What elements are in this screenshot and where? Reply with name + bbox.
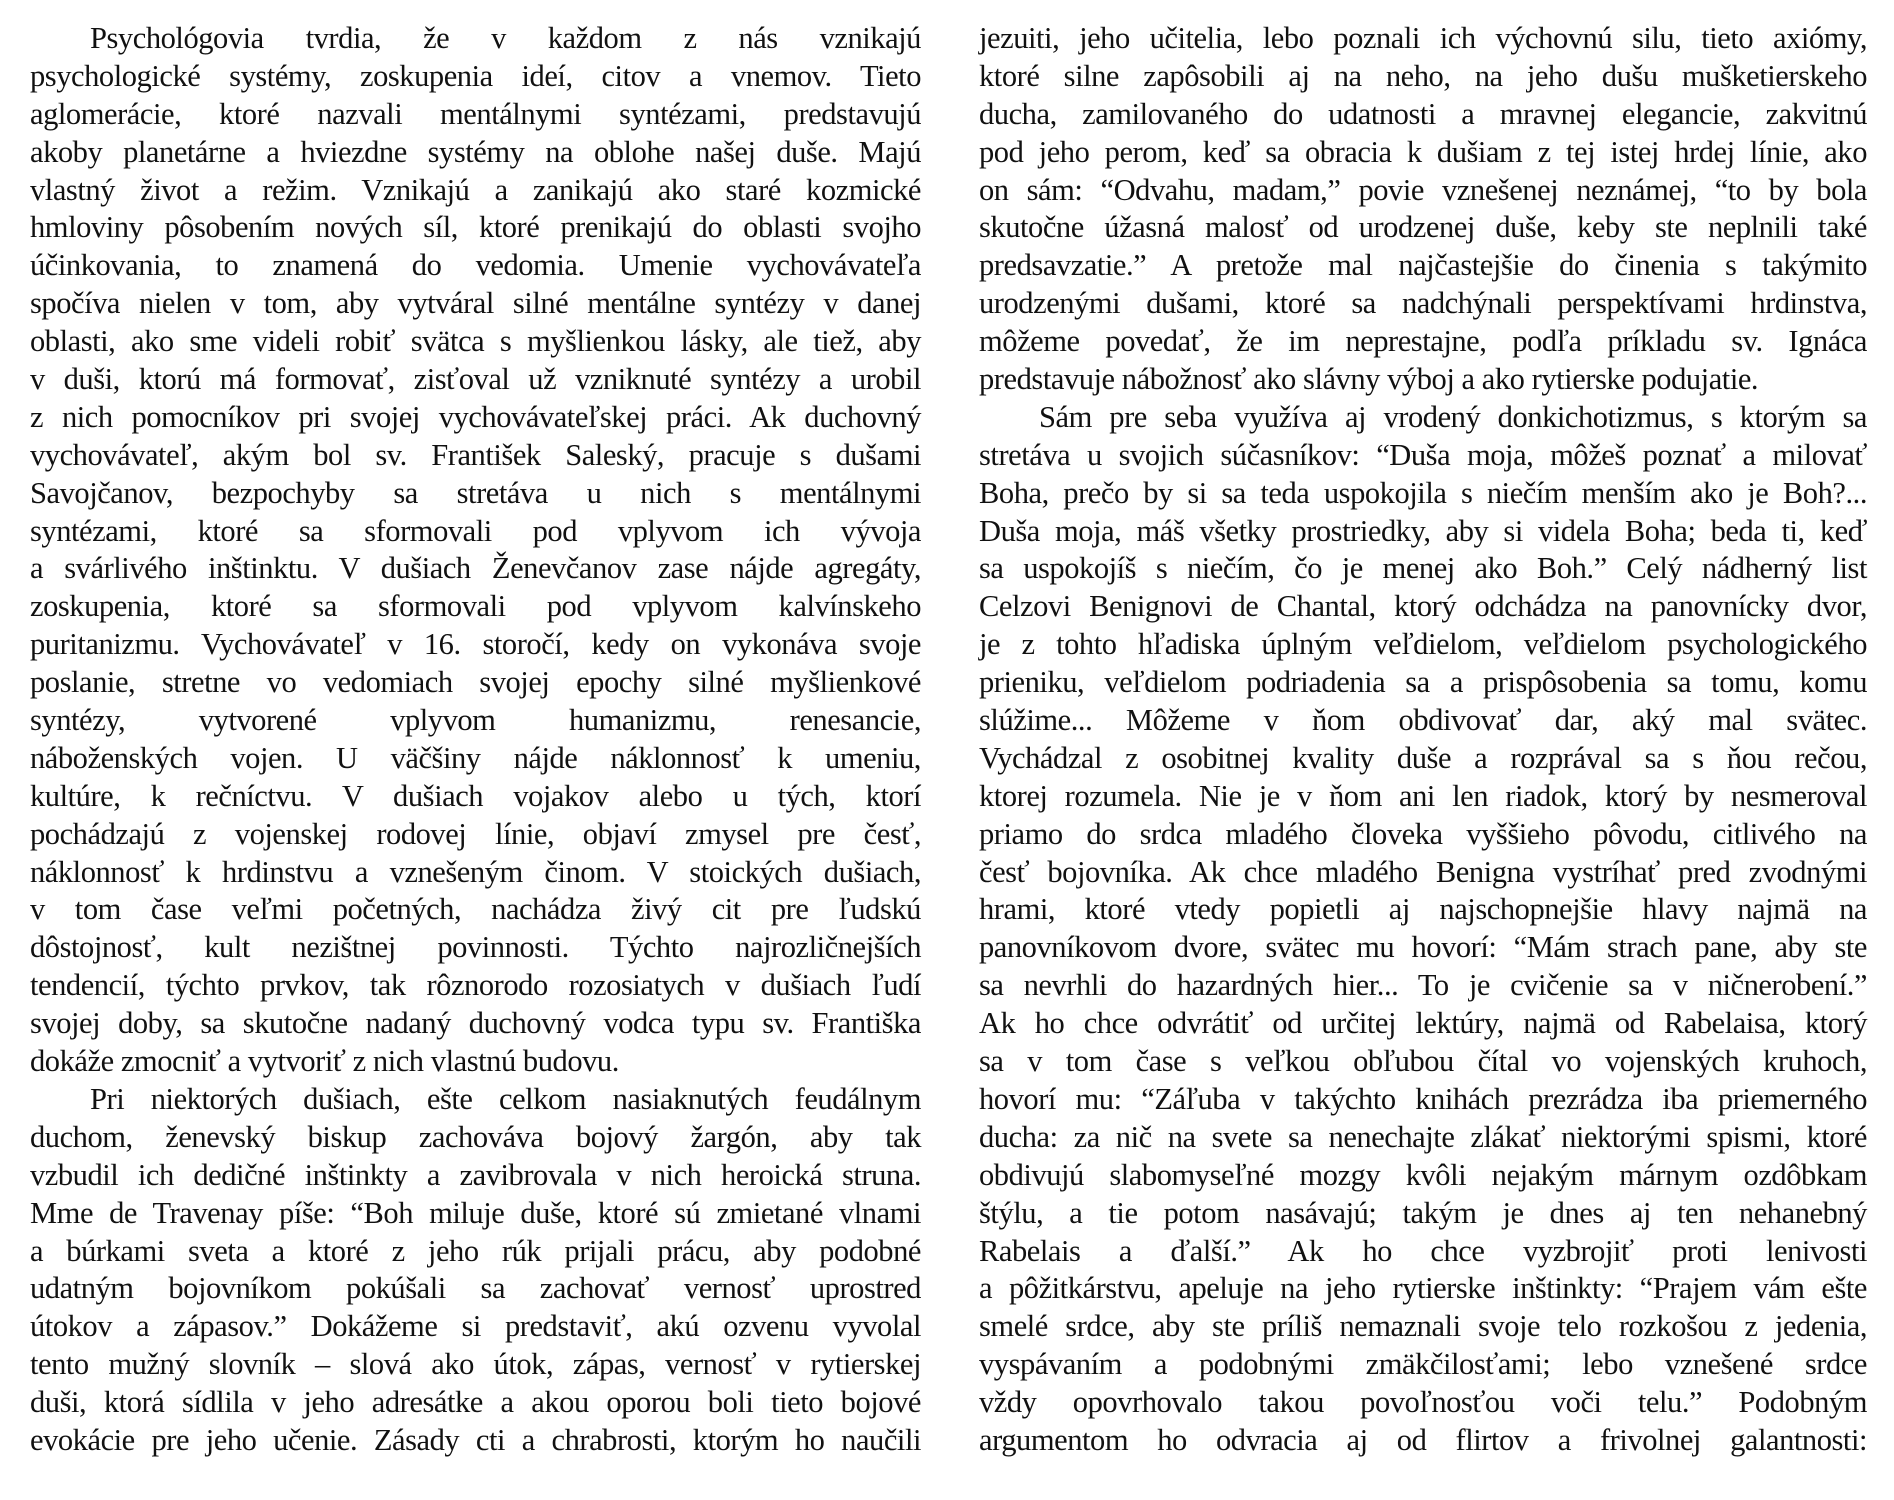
text-line: dokáže zmocniť a vytvoriť z nich vlastnú budovu.	[30, 1044, 619, 1079]
text-line: tento mužný slovník – slová ako útok, zápas, vernosť v rytierskej	[30, 1347, 921, 1382]
text-line: kultúre, k rečníctvu. V dušiach vojakov alebo u tých, ktorí	[30, 778, 921, 813]
text-line: účinkovania, to znamená do vedomia. Umenie vychovávateľa	[30, 248, 921, 283]
text-line: Celzovi Benignovi de Chantal, ktorý odchádza na panovnícky dvor,	[979, 589, 1867, 624]
text-line: akoby planetárne a hviezdne systémy na oblohe našej duše. Majú	[30, 134, 921, 169]
text-line: ducha, zamilovaného do udatnosti a mravnej elegancie, zakvitnú	[979, 96, 1867, 131]
text-line: náboženských vojen. U väčšiny nájde náklonnosť k umeniu,	[30, 740, 921, 775]
text-line: Pri niektorých dušiach, ešte celkom nasiaknutých feudálnym	[90, 1081, 921, 1116]
text-line: obdivujú slabomyseľné mozgy kvôli nejakým márnym ozdôbkam	[979, 1157, 1867, 1192]
text-line: a svárlivého inštinktu. V dušiach Ženevčanov zase nájde agregáty,	[30, 551, 921, 586]
text-line: argumentom ho odvracia aj od flirtov a frivolnej galantnosti:	[979, 1422, 1867, 1457]
text-line: vychovávateľ, akým bol sv. František Saleský, pracuje s dušami	[30, 437, 921, 472]
text-line: v tom čase veľmi početných, nachádza živý cit pre ľudskú	[30, 892, 921, 927]
text-line: Sám pre seba využíva aj vrodený donkichotizmus, s ktorým sa	[1039, 399, 1867, 434]
text-line: slúžime... Môžeme v ňom obdivovať dar, aký mal svätec.	[979, 703, 1867, 738]
text-line: je z tohto hľadiska úplným veľdielom, veľdielom psychologického	[979, 627, 1867, 662]
text-line: Ak ho chce odvrátiť od určitej lektúry, najmä od Rabelaisa, ktorý	[979, 1006, 1867, 1041]
text-line: ktoré silne zapôsobili aj na neho, na jeho dušu mušketierskeho	[979, 58, 1867, 93]
text-line: evokácie pre jeho učenie. Zásady cti a chrabrosti, ktorým ho naučili	[30, 1422, 921, 1457]
text-line: pod jeho perom, keď sa obracia k dušiam z tej istej hrdej línie, ako	[979, 134, 1867, 169]
text-line: tendencií, týchto prvkov, tak rôznorodo rozosiatych v dušiach ľudí	[30, 968, 921, 1003]
text-line: pochádzajú z vojenskej rodovej línie, objaví zmysel pre česť,	[30, 816, 921, 851]
text-line: puritanizmu. Vychovávateľ v 16. storočí, kedy on vykonáva svoje	[30, 627, 921, 662]
text-line: aglomerácie, ktoré nazvali mentálnymi syntézami, predstavujú	[30, 96, 921, 131]
text-line: smelé srdce, aby ste príliš nemaznali svoje telo rozkošou z jedenia,	[979, 1309, 1867, 1344]
text-line: a pôžitkárstvu, apeluje na jeho rytierske inštinkty: “Prajem vám ešte	[979, 1271, 1867, 1306]
text-line: Duša moja, máš všetky prostriedky, aby si videla Boha; beda ti, keď	[979, 513, 1867, 548]
text-line: spočíva nielen v tom, aby vytváral silné mentálne syntézy v danej	[30, 286, 921, 321]
text-line: zoskupenia, ktoré sa sformovali pod vplyvom kalvínskeho	[30, 589, 921, 624]
text-line: ktorej rozumela. Nie je v ňom ani len riadok, ktorý by nesmeroval	[979, 778, 1867, 813]
text-line: duchom, ženevský biskup zachováva bojový žargón, aby tak	[30, 1119, 921, 1154]
text-line: svojej doby, sa skutočne nadaný duchovný vodca typu sv. Františka	[30, 1006, 921, 1041]
text-line: Psychológovia tvrdia, že v každom z nás vznikajú	[90, 21, 921, 55]
text-line: v duši, ktorú má formovať, zisťoval už vzniknuté syntézy a urobil	[30, 362, 921, 397]
text-line: priamo do srdca mladého človeka vyššieho pôvodu, citlivého na	[979, 816, 1867, 851]
text-line: štýlu, a tie potom nasávajú; takým je dnes aj ten nehanebný	[979, 1195, 1867, 1230]
text-line: predstavuje nábožnosť ako slávny výboj a ako rytierske podujatie.	[979, 362, 1759, 397]
right-text-column	[979, 20, 1867, 1460]
text-line: Rabelais a ďalší.” Ak ho chce vyzbrojiť proti lenivosti	[979, 1233, 1867, 1268]
text-line: poslanie, stretne vo vedomiach svojej epochy silné myšlienkové	[30, 665, 921, 700]
text-line: psychologické systémy, zoskupenia ideí, citov a vnemov. Tieto	[30, 58, 921, 93]
text-line: dôstojnosť, kult nezištnej povinnosti. Týchto najrozličnejších	[30, 930, 921, 965]
text-line: stretáva u svojich súčasníkov: “Duša moja, môžeš poznať a milovať	[979, 437, 1867, 472]
text-line: sa v tom čase s veľkou obľubou čítal vo vojenských kruhoch,	[979, 1044, 1867, 1079]
text-line: skutočne úžasná malosť od urodzenej duše, keby ste neplnili také	[979, 210, 1867, 245]
text-line: z nich pomocníkov pri svojej vychovávateľskej práci. Ak duchovný	[30, 399, 921, 434]
text-line: náklonnosť k hrdinstvu a vznešeným činom. V stoických dušiach,	[30, 854, 921, 889]
text-line: sa uspokojíš s niečím, čo je menej ako Boh.” Celý nádherný list	[979, 551, 1867, 586]
text-line: hrami, ktoré vtedy popietli aj najschopnejšie hlavy najmä na	[979, 892, 1867, 927]
text-line: sa nevrhli do hazardných hier... To je cvičenie sa v ničnerobení.”	[979, 968, 1867, 1003]
text-line: syntézy, vytvorené vplyvom humanizmu, renesancie,	[30, 703, 921, 738]
text-line: Vychádzal z osobitnej kvality duše a rozprával sa s ňou rečou,	[979, 740, 1867, 775]
text-line: môžeme povedať, že im neprestajne, podľa príkladu sv. Ignáca	[979, 324, 1867, 359]
text-line: prieniku, veľdielom podriadenia sa a prispôsobenia sa tomu, komu	[979, 665, 1867, 700]
text-line: a búrkami sveta a ktoré z jeho rúk prijali prácu, aby podobné	[30, 1233, 921, 1268]
text-line: ducha: za nič na svete sa nenechajte zlákať niektorými spismi, ktoré	[979, 1119, 1867, 1154]
text-line: oblasti, ako sme videli robiť svätca s myšlienkou lásky, ale tiež, aby	[30, 324, 921, 359]
text-line: Boha, prečo by si sa teda uspokojila s niečím menším ako je Boh?...	[979, 475, 1867, 510]
text-line: jezuiti, jeho učitelia, lebo poznali ich výchovnú silu, tieto axiómy,	[979, 21, 1867, 55]
text-line: útokov a zápasov.” Dokážeme si predstaviť, akú ozvenu vyvolal	[30, 1309, 921, 1344]
text-line: duši, ktorá sídlila v jeho adresátke a akou oporou boli tieto bojové	[30, 1385, 921, 1420]
text-line: predsavzatie.” A pretože mal najčastejšie do činenia s takýmito	[979, 248, 1867, 283]
text-line: vyspávaním a podobnými zmäkčilosťami; lebo vznešené srdce	[979, 1347, 1867, 1382]
text-line: on sám: “Odvahu, madam,” povie vznešenej neznámej, “to by bola	[979, 172, 1867, 207]
text-line: vzbudil ich dedičné inštinkty a zavibrovala v nich heroická struna.	[30, 1157, 921, 1192]
text-line: hovorí mu: “Záľuba v takýchto knihách prezrádza iba priemerného	[979, 1081, 1867, 1116]
text-line: Mme de Travenay píše: “Boh miluje duše, ktoré sú zmietané vlnami	[30, 1195, 921, 1230]
text-line: syntézami, ktoré sa sformovali pod vplyvom ich vývoja	[30, 513, 921, 548]
left-text-column	[30, 20, 921, 1460]
text-line: urodzenými dušami, ktoré sa nadchýnali perspektívami hrdinstva,	[979, 286, 1867, 321]
text-line: vždy opovrhovalo takou povoľnosťou voči telu.” Podobným	[979, 1385, 1867, 1420]
text-line: panovníkovom dvore, svätec mu hovorí: “Mám strach pane, aby ste	[979, 930, 1867, 965]
text-line: vlastný život a režim. Vznikajú a zanikajú ako staré kozmické	[30, 172, 921, 207]
text-line: udatným bojovníkom pokúšali sa zachovať vernosť uprostred	[30, 1271, 921, 1306]
text-line: Savojčanov, bezpochyby sa stretáva u nich s mentálnymi	[30, 475, 921, 510]
text-line: hmloviny pôsobením nových síl, ktoré prenikajú do oblasti svojho	[30, 210, 921, 245]
text-line: česť bojovníka. Ak chce mladého Benigna vystríhať pred zvodnými	[979, 854, 1867, 889]
